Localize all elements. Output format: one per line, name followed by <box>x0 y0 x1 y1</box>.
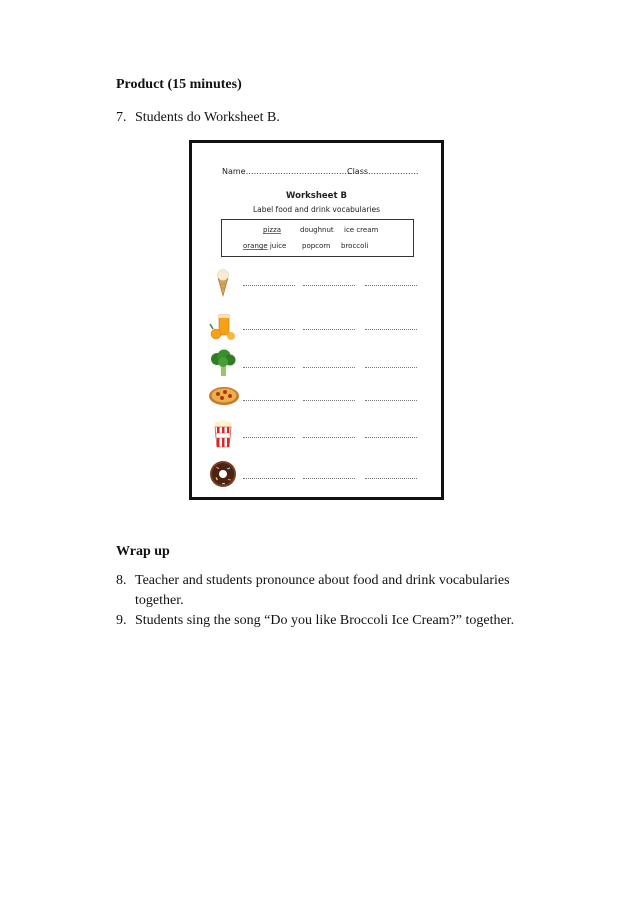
answer-line <box>243 400 295 401</box>
step-8 <box>116 573 510 589</box>
worksheet-class-field: Class………………. <box>347 167 419 176</box>
word-ice-cream: ice cream <box>344 226 379 234</box>
step-8-text: Teacher and students pronounce about food and drink vocabularies <box>135 573 510 588</box>
answer-line <box>243 478 295 479</box>
word-popcorn: popcorn <box>302 242 331 250</box>
step-9 <box>116 613 514 629</box>
answer-line <box>365 400 417 401</box>
step-9-number: 9. <box>116 613 127 628</box>
broccoli-icon <box>207 347 239 379</box>
answer-line <box>303 285 355 286</box>
word-doughnut: doughnut <box>300 226 334 234</box>
doughnut-icon <box>207 458 239 490</box>
answer-line <box>303 367 355 368</box>
row-popcorn <box>207 417 427 449</box>
step-8-number: 8. <box>116 573 127 588</box>
answer-line <box>243 329 295 330</box>
step-8-continuation: together. <box>135 593 184 608</box>
wrapup-heading: Wrap up <box>116 544 170 559</box>
pizza-icon <box>205 380 243 412</box>
row-orange-juice <box>207 309 427 341</box>
answer-line <box>243 367 295 368</box>
word-pizza: pizza <box>263 226 282 234</box>
row-pizza <box>207 380 427 412</box>
ice-cream-icon <box>207 265 239 297</box>
answer-line <box>303 437 355 438</box>
product-heading: Product (15 minutes) <box>116 77 242 92</box>
answer-line <box>303 400 355 401</box>
answer-line <box>243 437 295 438</box>
answer-line <box>243 285 295 286</box>
row-doughnut <box>207 458 427 490</box>
answer-line <box>365 478 417 479</box>
row-broccoli <box>207 347 427 379</box>
answer-line <box>365 437 417 438</box>
worksheet-title: Worksheet B <box>286 191 347 201</box>
answer-line <box>303 478 355 479</box>
step-7 <box>116 110 280 126</box>
orange-juice-icon <box>207 309 239 341</box>
popcorn-icon <box>207 417 239 449</box>
word-orange-juice <box>243 242 286 250</box>
step-9-text: Students sing the song “Do you like Broccoli Ice Cream?” together. <box>135 613 515 628</box>
answer-line <box>365 285 417 286</box>
worksheet-subtitle: Label food and drink vocabularies <box>252 205 381 214</box>
step-7-number: 7. <box>116 110 127 125</box>
word-orange: orange <box>243 242 268 250</box>
word-bank <box>221 219 414 257</box>
answer-line <box>365 329 417 330</box>
word-broccoli: broccoli <box>341 242 369 250</box>
row-ice-cream <box>207 265 427 297</box>
word-juice: juice <box>267 242 287 250</box>
step-7-text: Students do Worksheet B. <box>135 110 280 125</box>
answer-line <box>365 367 417 368</box>
answer-line <box>303 329 355 330</box>
worksheet-b-image <box>189 140 444 500</box>
worksheet-name-field: Name…………………………………… <box>222 167 358 176</box>
